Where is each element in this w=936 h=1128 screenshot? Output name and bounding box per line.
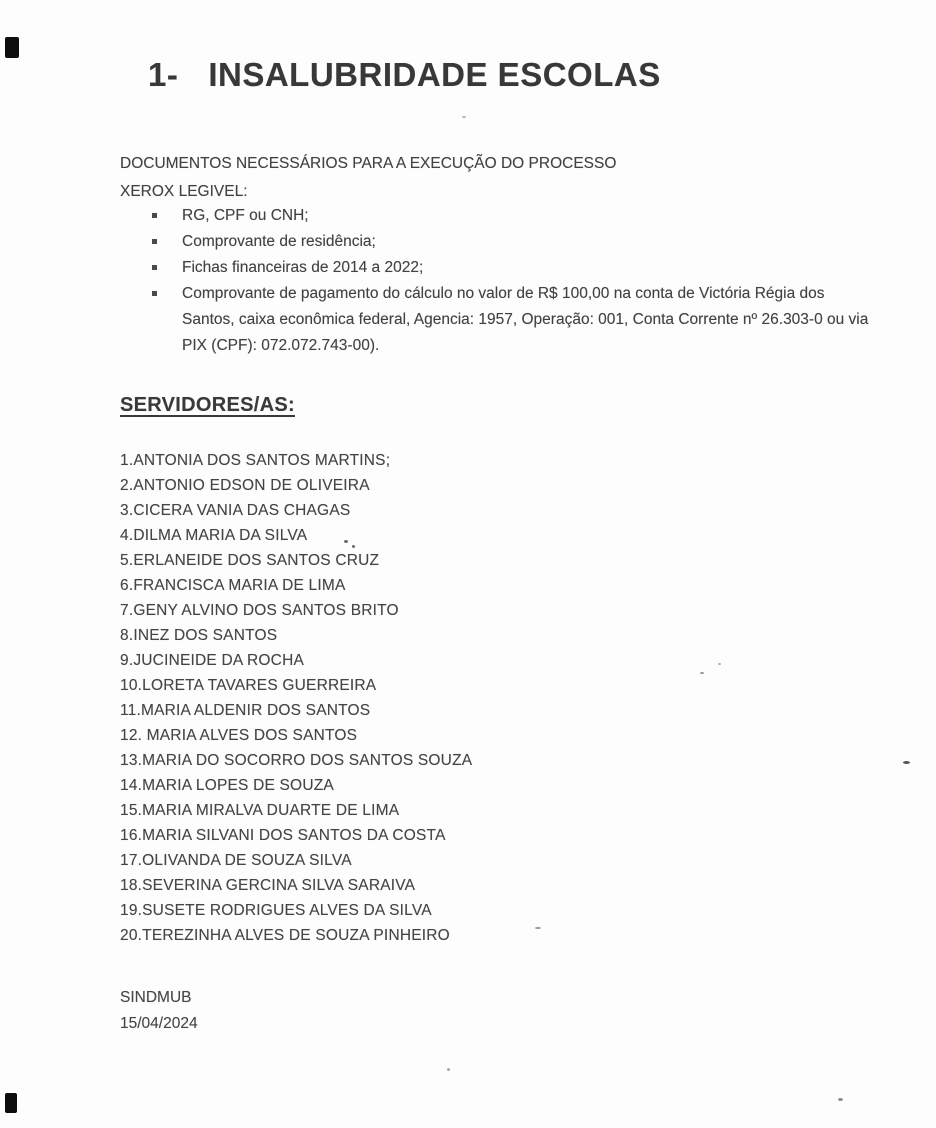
servidor-row (120, 573, 472, 598)
scan-artifact-top (5, 37, 19, 58)
servidor-name: 14.MARIA LOPES DE SOUZA (120, 777, 334, 794)
servidor-name: 12. MARIA ALVES DOS SANTOS (120, 727, 358, 744)
bullet-square-icon (152, 265, 157, 270)
footer-org: SINDMUB (120, 989, 192, 1006)
servidor-name: 17.OLIVANDA DE SOUZA SILVA (120, 852, 352, 869)
servidor-row (120, 823, 472, 848)
servidor-row (120, 848, 472, 873)
scan-speck (344, 540, 348, 543)
servidor-row (120, 623, 472, 648)
servidores-heading: SERVIDORES/AS: (120, 394, 295, 416)
intro-line-xerox: XEROX LEGIVEL: (120, 183, 248, 200)
servidor-row (120, 473, 472, 498)
servidor-name: 7.GENY ALVINO DOS SANTOS BRITO (120, 602, 399, 619)
bullet-square-icon (152, 213, 157, 218)
servidor-row (120, 448, 472, 473)
servidor-row (120, 923, 472, 948)
servidor-name: 18.SEVERINA GERCINA SILVA SARAIVA (120, 877, 416, 894)
servidor-name: 5.ERLANEIDE DOS SANTOS CRUZ (120, 552, 380, 569)
document-title (148, 56, 661, 94)
requirement-text: RG, CPF ou CNH; (182, 207, 309, 224)
requirement-item (150, 203, 872, 229)
requirements-list (150, 203, 872, 359)
servidor-row (120, 548, 472, 573)
requirement-text: Fichas financeiras de 2014 a 2022; (182, 259, 424, 276)
servidor-name: 2.ANTONIO EDSON DE OLIVEIRA (120, 477, 370, 494)
servidor-name: 15.MARIA MIRALVA DUARTE DE LIMA (120, 802, 400, 819)
servidor-row (120, 498, 472, 523)
servidor-row (120, 598, 472, 623)
footer-date: 15/04/2024 (120, 1015, 198, 1032)
requirement-text: Comprovante de pagamento do cálculo no valor de R$ 100,00 na conta de Victória Régia dos Santos, caixa econômica federal, Agencia: 1957, Operação: 001, Conta Corrente nº 26.303-0 ou via PIX (CPF): 072.072.743-00). (182, 285, 869, 354)
servidores-list (120, 448, 472, 948)
scan-speck (718, 663, 721, 665)
servidor-name: 4.DILMA MARIA DA SILVA (120, 527, 308, 544)
bullet-square-icon (152, 239, 157, 244)
scan-speck (838, 1098, 843, 1101)
scan-speck (903, 761, 910, 764)
servidor-name: 19.SUSETE RODRIGUES ALVES DA SILVA (120, 902, 432, 919)
servidor-row (120, 798, 472, 823)
servidor-name: 10.LORETA TAVARES GUERREIRA (120, 677, 377, 694)
scan-artifact-bottom (5, 1093, 17, 1113)
requirement-item (150, 229, 872, 255)
scan-speck (447, 1068, 450, 1071)
requirement-item (150, 255, 872, 281)
servidor-name: 9.JUCINEIDE DA ROCHA (120, 652, 305, 669)
scan-speck (700, 672, 704, 674)
bullet-square-icon (152, 291, 157, 296)
title-text: INSALUBRIDADE ESCOLAS (208, 56, 661, 93)
requirement-item (150, 281, 872, 359)
servidor-row (120, 698, 472, 723)
servidor-name: 11.MARIA ALDENIR DOS SANTOS (120, 702, 371, 719)
servidor-row (120, 523, 472, 548)
footer (120, 985, 198, 1037)
servidor-row (120, 673, 472, 698)
servidor-row (120, 748, 472, 773)
servidor-row (120, 723, 472, 748)
title-number: 1- (148, 56, 179, 93)
servidor-name: 20.TEREZINHA ALVES DE SOUZA PINHEIRO (120, 927, 450, 944)
scan-speck (535, 927, 541, 929)
servidor-row (120, 773, 472, 798)
scan-speck (462, 116, 466, 118)
servidor-name: 8.INEZ DOS SANTOS (120, 627, 278, 644)
servidor-name: 1.ANTONIA DOS SANTOS MARTINS; (120, 452, 391, 469)
requirement-text: Comprovante de residência; (182, 233, 376, 250)
intro-line-documents: DOCUMENTOS NECESSÁRIOS PARA A EXECUÇÃO DO PROCESSO (120, 155, 617, 172)
servidor-row (120, 648, 472, 673)
servidor-name: 16.MARIA SILVANI DOS SANTOS DA COSTA (120, 827, 446, 844)
servidor-row (120, 873, 472, 898)
intro-paragraph (120, 150, 616, 206)
servidor-name: 6.FRANCISCA MARIA DE LIMA (120, 577, 346, 594)
servidor-name: 3.CICERA VANIA DAS CHAGAS (120, 502, 351, 519)
scan-speck (352, 545, 355, 548)
servidor-row (120, 898, 472, 923)
servidor-name: 13.MARIA DO SOCORRO DOS SANTOS SOUZA (120, 752, 473, 769)
